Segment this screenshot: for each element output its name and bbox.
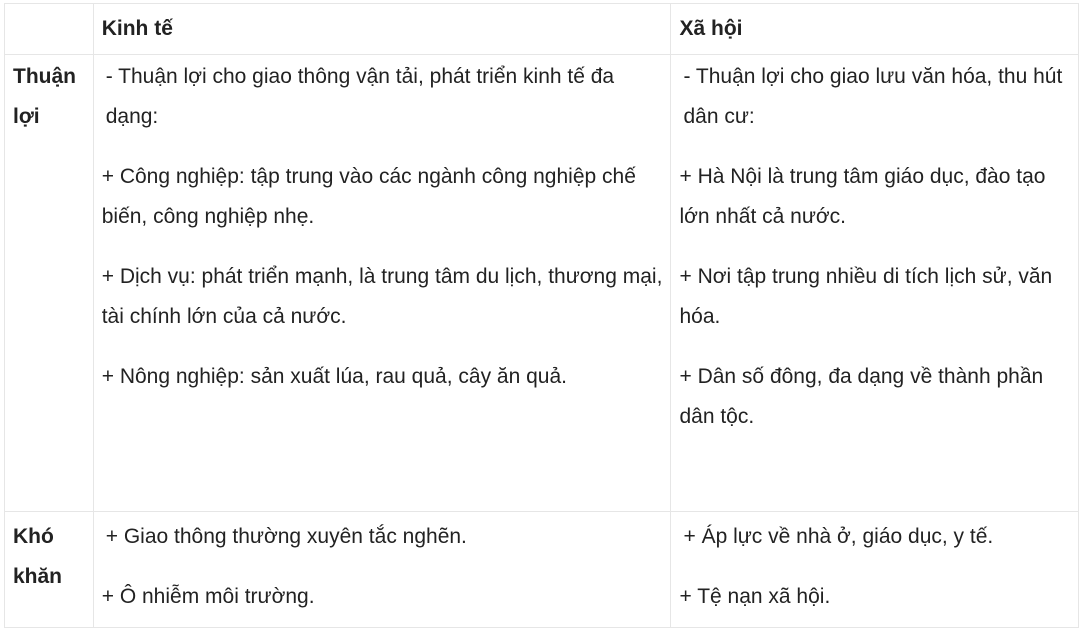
cell-paragraph: + Áp lực về nhà ở, giáo dục, y tế. xyxy=(683,525,994,548)
comparison-table xyxy=(4,3,1079,628)
cell-paragraph: + Ô nhiễm môi trường. xyxy=(101,585,315,608)
header-cell-society: Xã hội xyxy=(671,4,1079,55)
row-label-difficulties xyxy=(5,512,94,628)
cell-paragraph: + Nông nghiệp: sản xuất lúa, rau quả, cây ăn quả. xyxy=(101,365,567,388)
row-label-line: Khó xyxy=(13,525,54,548)
row-label-line: khăn xyxy=(13,565,63,588)
cell-society-difficulties xyxy=(671,512,1079,628)
cell-paragraph: + Hà Nội là trung tâm giáo dục, đào tạo lớn nhất cả nước. xyxy=(679,165,1046,228)
cell-paragraph: + Dân số đông, đa dạng về thành phần dân tộc. xyxy=(679,365,1044,428)
header-cell-empty xyxy=(5,4,94,55)
table-row xyxy=(5,512,1079,628)
header-row xyxy=(5,4,1079,55)
cell-economy-advantages xyxy=(93,55,671,512)
cell-economy-difficulties xyxy=(93,512,671,628)
cell-paragraph: + Dịch vụ: phát triển mạnh, là trung tâm du lịch, thương mại, tài chính lớn của cả nước. xyxy=(101,265,663,328)
row-label-line: lợi xyxy=(13,105,40,128)
cell-society-advantages xyxy=(671,55,1079,512)
cell-paragraph: - Thuận lợi cho giao thông vận tải, phát triển kinh tế đa dạng: xyxy=(105,65,615,128)
header-cell-economy: Kinh tế xyxy=(93,4,671,55)
cell-paragraph: + Giao thông thường xuyên tắc nghẽn. xyxy=(105,525,467,548)
table-row xyxy=(5,55,1079,512)
cell-paragraph: + Công nghiệp: tập trung vào các ngành công nghiệp chế biến, công nghiệp nhẹ. xyxy=(101,165,636,228)
cell-paragraph: + Tệ nạn xã hội. xyxy=(679,585,831,608)
cell-paragraph: - Thuận lợi cho giao lưu văn hóa, thu hút dân cư: xyxy=(683,65,1063,128)
cell-paragraph: + Nơi tập trung nhiều di tích lịch sử, văn hóa. xyxy=(679,265,1053,328)
row-label-line: Thuận xyxy=(13,65,76,88)
row-label-advantages xyxy=(5,55,94,512)
